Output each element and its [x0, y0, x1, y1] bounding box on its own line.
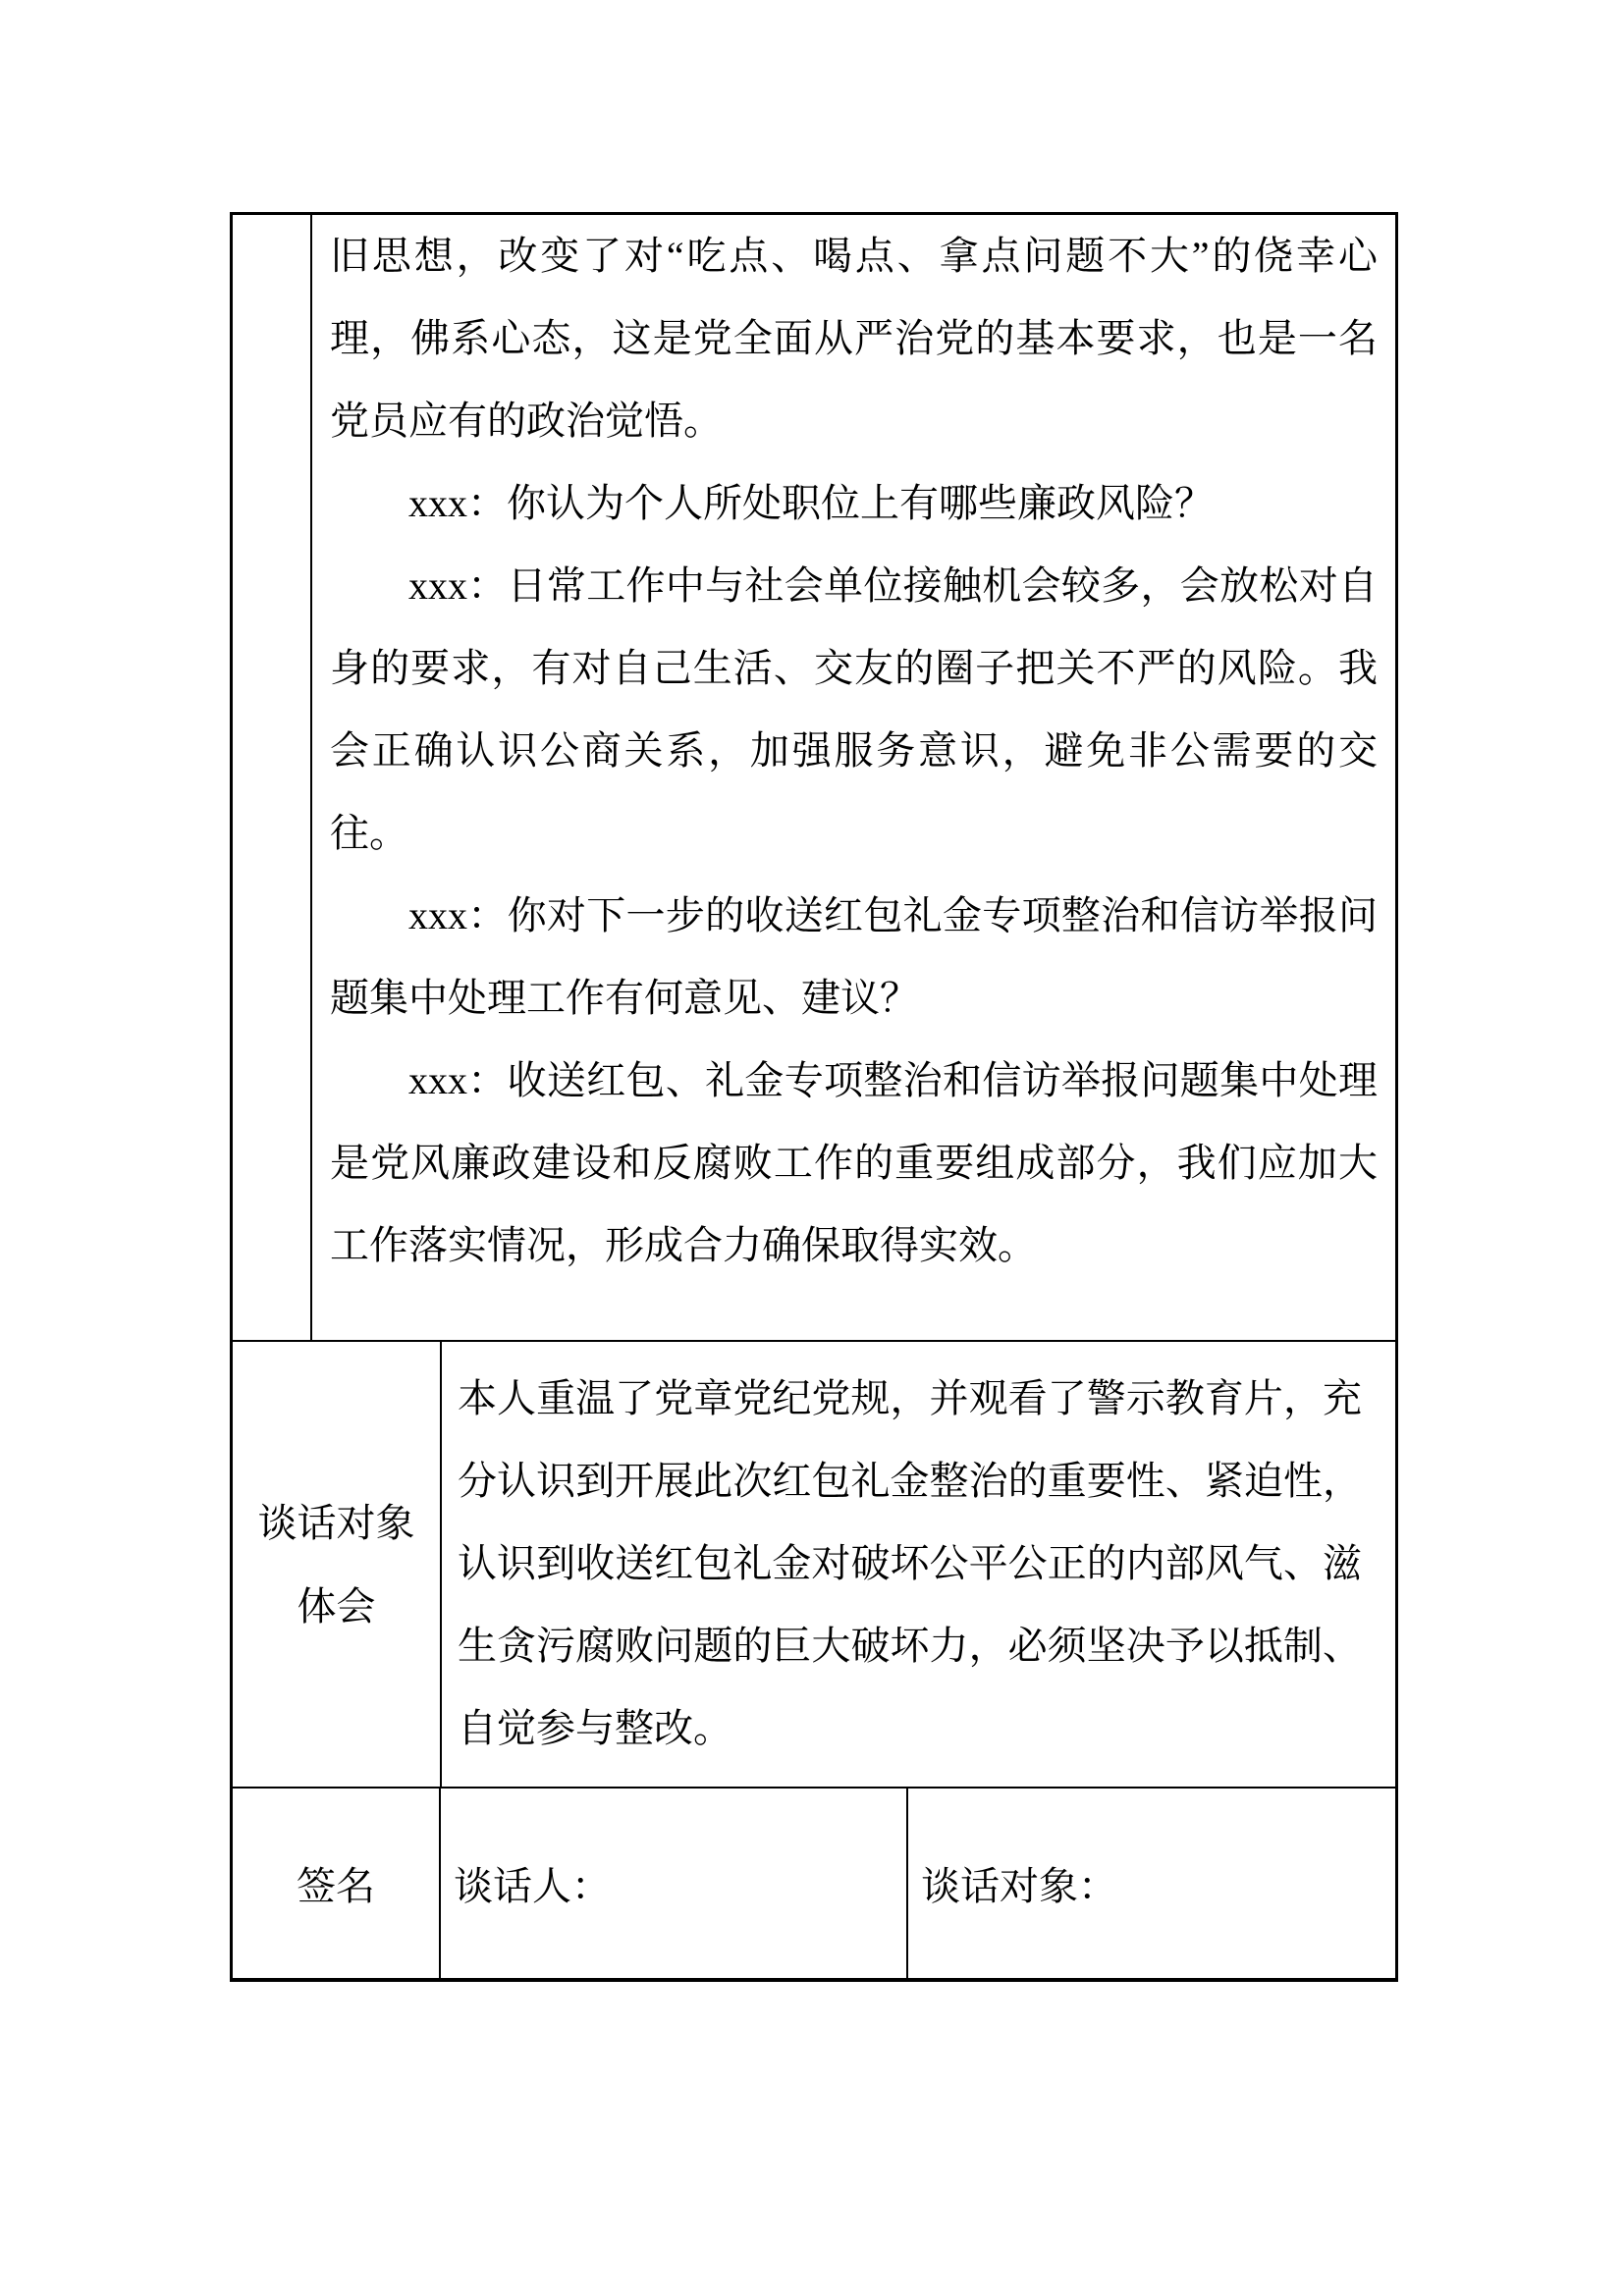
signature-row [233, 1787, 1395, 1978]
dialog-paragraph: xxx：你认为个人所处职位上有哪些廉政风险？ [408, 481, 1214, 525]
dialog-row-stub-cell [233, 215, 310, 1340]
reflection-label-cell [233, 1342, 440, 1787]
reflection-row [233, 1340, 1395, 1787]
dialog-paragraph: xxx：你对下一步的收送红包礼金专项整治和信访举报问题集中处理工作有何意见、建议？ [330, 893, 1378, 1020]
reflection-label-line2: 体会 [297, 1583, 376, 1629]
dialog-content-cell [310, 215, 1395, 1340]
dialog-paragraph: xxx：日常工作中与社会单位接触机会较多，会放松对自身的要求，有对自己生活、交友的圈子把关不严的风险。我会正确认识公商关系，加强服务意识，避免非公需要的交往。 [330, 563, 1378, 855]
dialog-paragraph: xxx：收送红包、礼金专项整治和信访举报问题集中处理是党风廉政建设和反腐败工作的重要组成部分，我们应加大工作落实情况，形成合力确保取得实效。 [330, 1058, 1378, 1267]
signature-label-cell [233, 1789, 439, 1978]
reflection-label-line1: 谈话对象 [257, 1500, 415, 1545]
interview-record-table [230, 212, 1398, 1982]
interviewee-signature-cell [906, 1789, 1395, 1978]
reflection-paragraph: 本人重温了党章党纪党规，并观看了警示教育片，充分认识到开展此次红包礼金整治的重要性、紧迫性，认识到收送红包礼金对破坏公平公正的内部风气、滋生贪污腐败问题的巨大破坏力，必须坚决予以抵制、自觉参与整改。 [458, 1376, 1362, 1750]
reflection-content-cell [440, 1342, 1395, 1787]
dialog-paragraph: 旧思想，改变了对“吃点、喝点、拿点问题不大”的侥幸心理，佛系心态，这是党全面从严治党的基本要求，也是一名党员应有的政治觉悟。 [330, 234, 1378, 443]
dialog-row [233, 215, 1395, 1340]
signature-label: 签名 [297, 1864, 375, 1908]
interviewee-label: 谈话对象： [921, 1864, 1117, 1908]
interviewer-label: 谈话人： [454, 1864, 611, 1908]
interviewer-signature-cell [439, 1789, 906, 1978]
